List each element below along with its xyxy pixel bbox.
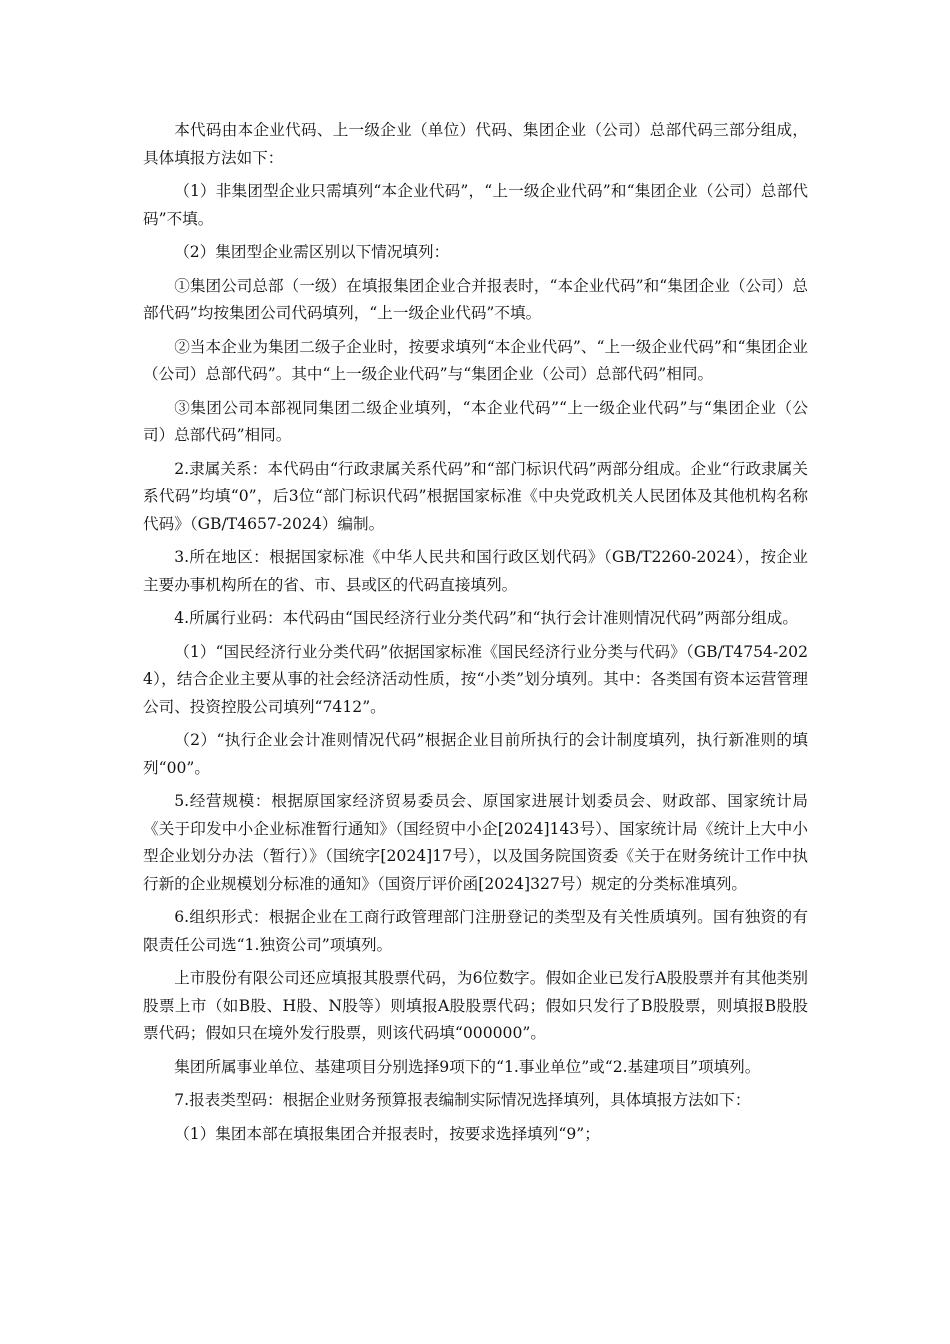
paragraph-listed-company: 上市股份有限公司还应填报其股票代码，为6位数字。假如企业已发行A股股票并有其他类别股票上市（如B股、H股、N股等）则填报A股股票代码；假如只发行了B股股票，则填报B股股票代码；假如只在境外发行股票，则该代码填“000000”。 xyxy=(143,969,808,1042)
paragraph-industry-classification: （1）“国民经济行业分类代码”依据国家标准《国民经济行业分类与代码》（GB/T4754-2024），结合企业主要从事的社会经济活动性质，按“小类”划分填列。其中：各类国有资本运营管理公司、投资控股公司填列“7412”。 xyxy=(143,642,808,716)
paragraph-group: （2）集团型企业需区别以下情况填列： xyxy=(174,243,450,261)
paragraph-group-hq: ①集团公司总部（一级）在填报集团企业合并报表时，“本企业代码”和“集团企业（公司）总部代码”均按集团公司代码填列，“上一级企业代码”不填。 xyxy=(143,276,808,322)
paragraph-accounting-standard: （2）“执行企业会计准则情况代码”根据企业目前所执行的会计制度填列，执行新准则的填列“00”。 xyxy=(143,731,808,777)
paragraph-business-scale: 5.经营规模：根据原国家经济贸易委员会、原国家进展计划委员会、财政部、国家统计局《关于印发中小企业标准暂行通知》（国经贸中小企[2024]143号）、国家统计局《统计上大中小型企业划分办法（暂行）》（国统字[2024]17号），以及国务院国资委《关于在财务统计工作中执行新的企业规模划分标准的通知》（国资厅评价函[2024]327号）规定的分类标准填列。 xyxy=(143,792,808,893)
paragraph-institutions: 集团所属事业单位、基建项目分别选择9项下的“1.事业单位”或“2.基建项目”项填列。 xyxy=(174,1057,761,1076)
paragraph-group-base: ③集团公司本部视同集团二级企业填列，“本企业代码”“上一级企业代码”与“集团企业（公司）总部代码”相同。 xyxy=(143,398,808,444)
paragraph-affiliation: 2.隶属关系：本代码由“行政隶属关系代码”和“部门标识代码”两部分组成。企业“行政隶属关系代码”均填“0”，后3位“部门标识代码”根据国家标准《中央党政机关人民团体及其他机构名称代码》（GB/T4657-2024）编制。 xyxy=(143,459,808,533)
paragraph-second-level: ②当本企业为集团二级子企业时，按要求填列“本企业代码”、“上一级企业代码”和“集团企业（公司）总部代码”。其中“上一级企业代码”与“集团企业（公司）总部代码”相同。 xyxy=(143,337,808,383)
paragraph-non-group: （1）非集团型企业只需填列“本企业代码”，“上一级企业代码”和“集团企业（公司）总部代码”不填。 xyxy=(143,182,808,228)
document-body xyxy=(143,117,808,1154)
paragraph-organization-form: 6.组织形式：根据企业在工商行政管理部门注册登记的类型及有关性质填列。国有独资的有限责任公司选“1.独资公司”项填列。 xyxy=(143,908,808,954)
paragraph-code-composition: 本代码由本企业代码、上一级企业（单位）代码、集团企业（公司）总部代码三部分组成，具体填报方法如下： xyxy=(143,121,808,167)
paragraph-report-type: 7.报表类型码：根据企业财务预算报表编制实际情况选择填列，具体填报方法如下： xyxy=(174,1091,751,1109)
paragraph-region: 3.所在地区：根据国家标准《中华人民共和国行政区划代码》（GB/T2260-2024），按企业主要办事机构所在的省、市、县或区的代码直接填列。 xyxy=(143,548,808,594)
paragraph-group-report: （1）集团本部在填报集团合并报表时，按要求选择填列“9”； xyxy=(174,1124,600,1143)
paragraph-industry-code: 4.所属行业码：本代码由“国民经济行业分类代码”和“执行会计准则情况代码”两部分组成。 xyxy=(174,609,798,627)
